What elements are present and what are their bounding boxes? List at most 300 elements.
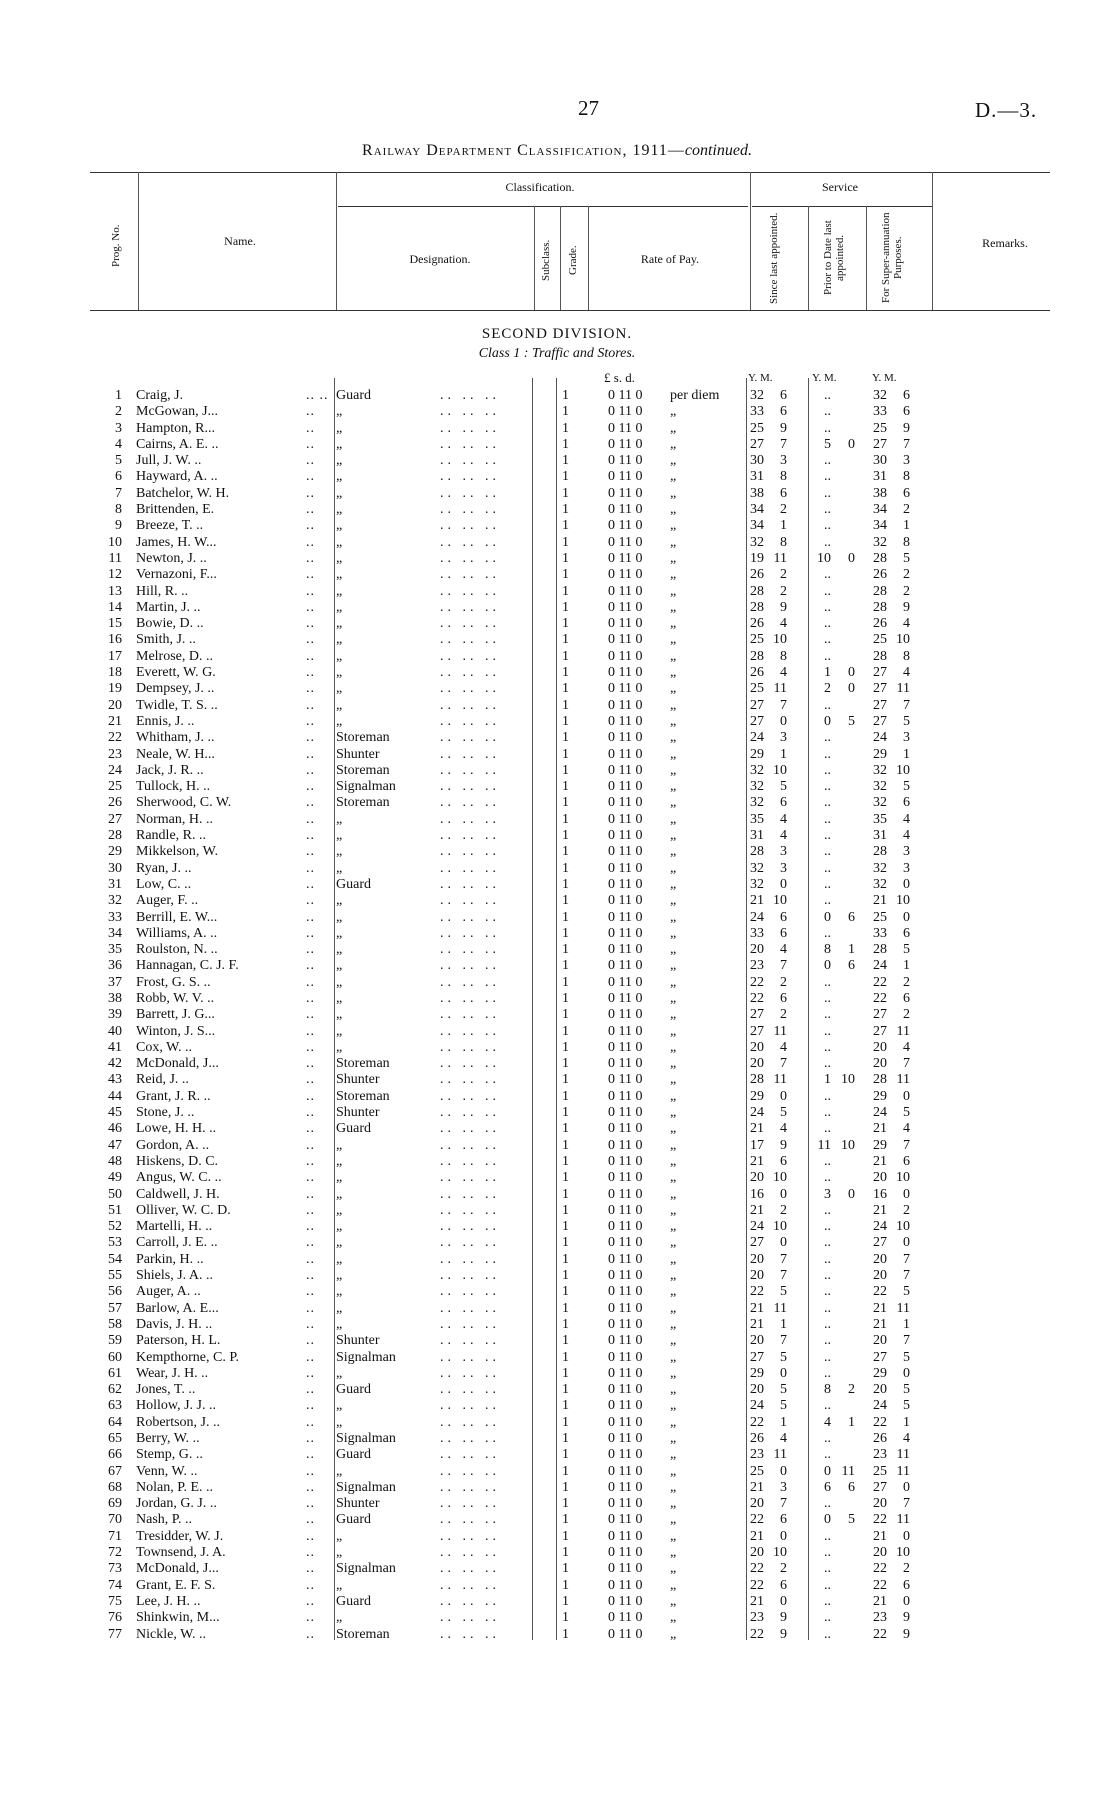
cell-designation: „ bbox=[336, 1023, 343, 1039]
cell-prog-no: 23 bbox=[108, 746, 122, 762]
cell-grade: 1 bbox=[562, 1284, 569, 1300]
cell-prior-years: .. bbox=[824, 1219, 831, 1235]
cell-since-months: 9 bbox=[780, 420, 787, 436]
cell-name-leader: .. bbox=[306, 1056, 315, 1072]
cell-designation: „ bbox=[336, 942, 343, 958]
cell-grade: 1 bbox=[562, 1072, 569, 1088]
cell-name-leader: .. bbox=[306, 1365, 315, 1381]
header-subclass: Subclass. bbox=[540, 239, 552, 281]
cell-rate-unit: „ bbox=[670, 1072, 677, 1088]
cell-name: Norman, H. .. bbox=[136, 811, 213, 827]
cell-rate-unit: „ bbox=[670, 1561, 677, 1577]
cell-name: Reid, J. .. bbox=[136, 1072, 189, 1088]
cell-prior-years: 10 bbox=[817, 550, 831, 566]
cell-name: Ennis, J. .. bbox=[136, 713, 195, 729]
cell-super-years: 34 bbox=[873, 518, 887, 534]
cell-prior-years: .. bbox=[824, 632, 831, 648]
cell-rate-unit: „ bbox=[670, 453, 677, 469]
table-row bbox=[0, 1594, 1114, 1610]
cell-super-years: 21 bbox=[873, 1528, 887, 1544]
cell-designation-leader: .. .. .. bbox=[440, 893, 500, 909]
table-row bbox=[0, 1072, 1114, 1088]
cell-name: Martelli, H. .. bbox=[136, 1219, 213, 1235]
title-suffix: continued. bbox=[684, 142, 752, 159]
cell-name-leader: .. bbox=[306, 860, 315, 876]
cell-rate-unit: „ bbox=[670, 648, 677, 664]
cell-rate-unit: „ bbox=[670, 990, 677, 1006]
cell-prog-no: 73 bbox=[108, 1561, 122, 1577]
cell-prior-years: .. bbox=[824, 876, 831, 892]
cell-since-years: 24 bbox=[750, 1398, 764, 1414]
cell-super-months: 8 bbox=[903, 648, 910, 664]
cell-prog-no: 68 bbox=[108, 1479, 122, 1495]
cell-since-months: 9 bbox=[780, 1610, 787, 1626]
cell-super-months: 0 bbox=[903, 1365, 910, 1381]
cell-super-years: 27 bbox=[873, 1007, 887, 1023]
cell-super-years: 27 bbox=[873, 681, 887, 697]
cell-name-leader: .. bbox=[306, 1512, 315, 1528]
service-rule bbox=[752, 206, 932, 207]
cell-name: Hayward, A. .. bbox=[136, 469, 218, 485]
table-row bbox=[0, 1203, 1114, 1219]
cell-prog-no: 26 bbox=[108, 795, 122, 811]
cell-designation: „ bbox=[336, 1153, 343, 1169]
cell-designation-leader: .. .. .. bbox=[440, 1268, 500, 1284]
cell-grade: 1 bbox=[562, 1398, 569, 1414]
cell-rate-unit: „ bbox=[670, 1186, 677, 1202]
cell-prior-years: .. bbox=[824, 746, 831, 762]
cell-since-months: 7 bbox=[780, 697, 787, 713]
cell-designation: Guard bbox=[336, 1382, 371, 1398]
cell-prior-years: 6 bbox=[824, 1479, 831, 1495]
cell-since-months: 4 bbox=[780, 811, 787, 827]
cell-since-months: 5 bbox=[780, 1398, 787, 1414]
cell-grade: 1 bbox=[562, 1023, 569, 1039]
cell-since-years: 21 bbox=[750, 1153, 764, 1169]
col-divider bbox=[138, 172, 139, 310]
cell-prior-years: .. bbox=[824, 485, 831, 501]
cell-super-months: 11 bbox=[896, 1463, 910, 1479]
cell-super-years: 21 bbox=[873, 1121, 887, 1137]
cell-super-years: 22 bbox=[873, 990, 887, 1006]
cell-since-years: 34 bbox=[750, 502, 764, 518]
cell-name-leader: .. bbox=[306, 1268, 315, 1284]
cell-rate: 0 11 0 bbox=[608, 811, 643, 827]
cell-name-leader: .. bbox=[306, 1170, 315, 1186]
cell-name: Cox, W. .. bbox=[136, 1039, 193, 1055]
cell-rate-unit: „ bbox=[670, 681, 677, 697]
cell-rate: 0 11 0 bbox=[608, 1284, 643, 1300]
table-row bbox=[0, 1610, 1114, 1626]
cell-designation-leader: .. .. .. bbox=[440, 1202, 500, 1218]
cell-grade: 1 bbox=[562, 1170, 569, 1186]
cell-name: Shinkwin, M... bbox=[136, 1610, 220, 1626]
cell-rate: 0 11 0 bbox=[608, 860, 643, 876]
cell-grade: 1 bbox=[562, 518, 569, 534]
cell-grade: 1 bbox=[562, 404, 569, 420]
cell-name: Lee, J. H. .. bbox=[136, 1593, 201, 1609]
cell-name-leader: .. bbox=[306, 1023, 315, 1039]
cell-super-years: 28 bbox=[873, 844, 887, 860]
table-row bbox=[0, 844, 1114, 860]
cell-name: Grant, J. R. .. bbox=[136, 1088, 211, 1104]
cell-since-years: 26 bbox=[750, 665, 764, 681]
cell-since-years: 21 bbox=[750, 1479, 764, 1495]
cell-designation: Storeman bbox=[336, 730, 390, 746]
cell-designation: Storeman bbox=[336, 1088, 390, 1104]
header-superannuation: For Super-annuation Purposes. bbox=[880, 212, 904, 304]
cell-grade: 1 bbox=[562, 1088, 569, 1104]
cell-designation: Storeman bbox=[336, 762, 390, 778]
cell-name-leader: .. bbox=[306, 1039, 315, 1055]
cell-name-leader: .. bbox=[306, 1479, 315, 1495]
cell-rate-unit: „ bbox=[670, 632, 677, 648]
cell-super-months: 9 bbox=[903, 1626, 910, 1642]
cell-designation: „ bbox=[336, 469, 343, 485]
cell-super-months: 6 bbox=[903, 990, 910, 1006]
cell-designation: Shunter bbox=[336, 1333, 380, 1349]
cell-name-leader: .. bbox=[306, 1431, 315, 1446]
cell-since-years: 24 bbox=[750, 1105, 764, 1121]
cell-name: Hiskens, D. C. bbox=[136, 1153, 219, 1169]
table-row bbox=[0, 975, 1114, 991]
cell-prior-years: 8 bbox=[824, 942, 831, 958]
cell-super-months: 11 bbox=[896, 1072, 910, 1088]
cell-super-years: 16 bbox=[873, 1186, 887, 1202]
cell-prog-no: 38 bbox=[108, 990, 122, 1006]
cell-name: Berry, W. .. bbox=[136, 1431, 200, 1446]
cell-designation-leader: .. .. .. bbox=[440, 779, 500, 795]
cell-prior-years: 0 bbox=[824, 1512, 831, 1528]
cell-rate: 0 11 0 bbox=[608, 1365, 643, 1381]
cell-prior-years: .. bbox=[824, 1316, 831, 1332]
cell-grade: 1 bbox=[562, 1577, 569, 1593]
cell-name-leader: .. bbox=[306, 1447, 315, 1463]
cell-name: Everett, W. G. bbox=[136, 665, 216, 681]
cell-designation-leader: .. .. .. bbox=[440, 469, 500, 485]
cell-since-months: 2 bbox=[780, 583, 787, 599]
cell-since-years: 20 bbox=[750, 942, 764, 958]
cell-prior-years: .. bbox=[824, 795, 831, 811]
cell-super-months: 2 bbox=[903, 583, 910, 599]
cell-prog-no: 50 bbox=[108, 1186, 122, 1202]
cell-rate: 0 11 0 bbox=[608, 1463, 643, 1479]
table-row bbox=[0, 1627, 1114, 1643]
cell-prog-no: 76 bbox=[108, 1610, 122, 1626]
cell-grade: 1 bbox=[562, 697, 569, 713]
cell-super-months: 5 bbox=[903, 1382, 910, 1398]
cell-name-leader: .. bbox=[306, 1105, 315, 1121]
cell-prior-years: 4 bbox=[824, 1414, 831, 1430]
cell-designation: „ bbox=[336, 599, 343, 615]
cell-designation-leader: .. .. .. bbox=[440, 925, 500, 941]
cell-super-months: 10 bbox=[896, 632, 910, 648]
cell-name: Jones, T. .. bbox=[136, 1382, 196, 1398]
cell-rate: 0 11 0 bbox=[608, 730, 643, 746]
cell-super-years: 27 bbox=[873, 436, 887, 452]
cell-designation: „ bbox=[336, 1251, 343, 1267]
cell-rate: 0 11 0 bbox=[608, 1349, 643, 1365]
cell-super-years: 26 bbox=[873, 567, 887, 583]
cell-rate: 0 11 0 bbox=[608, 388, 643, 403]
cell-rate-unit: „ bbox=[670, 746, 677, 762]
cell-designation-leader: .. .. .. bbox=[440, 1496, 500, 1512]
table-row bbox=[0, 991, 1114, 1007]
cell-rate-unit: „ bbox=[670, 1235, 677, 1251]
cell-rate: 0 11 0 bbox=[608, 681, 643, 697]
cell-rate-unit: „ bbox=[670, 616, 677, 632]
cell-rate-unit: „ bbox=[670, 1626, 677, 1642]
cell-name: Batchelor, W. H. bbox=[136, 485, 230, 501]
cell-since-years: 29 bbox=[750, 1088, 764, 1104]
col-divider bbox=[808, 206, 809, 310]
cell-name: Winton, J. S... bbox=[136, 1023, 216, 1039]
cell-prog-no: 19 bbox=[108, 681, 122, 697]
cell-grade: 1 bbox=[562, 1300, 569, 1316]
cell-prior-years: .. bbox=[824, 404, 831, 420]
table-row bbox=[0, 910, 1114, 926]
cell-prog-no: 71 bbox=[108, 1528, 122, 1544]
cell-since-months: 6 bbox=[780, 1153, 787, 1169]
cell-designation-leader: .. .. .. bbox=[440, 1153, 500, 1169]
cell-designation: „ bbox=[336, 1284, 343, 1300]
cell-prior-years: .. bbox=[824, 1235, 831, 1251]
cell-super-months: 0 bbox=[903, 1528, 910, 1544]
cell-prior-years: .. bbox=[824, 469, 831, 485]
cell-super-years: 33 bbox=[873, 925, 887, 941]
cell-designation-leader: .. .. .. bbox=[440, 730, 500, 746]
cell-super-years: 27 bbox=[873, 1235, 887, 1251]
cell-prior-years: .. bbox=[824, 1365, 831, 1381]
cell-rate: 0 11 0 bbox=[608, 1235, 643, 1251]
cell-since-months: 2 bbox=[780, 1007, 787, 1023]
cell-name-leader: .. bbox=[306, 665, 315, 681]
cell-name: Mikkelson, W. bbox=[136, 844, 219, 860]
cell-super-years: 20 bbox=[873, 1545, 887, 1561]
cell-since-months: 11 bbox=[773, 1072, 787, 1088]
cell-name-leader: .. bbox=[306, 583, 315, 599]
cell-name-leader: .. bbox=[306, 1333, 315, 1349]
cell-name: Jordan, G. J. .. bbox=[136, 1496, 217, 1512]
cell-rate: 0 11 0 bbox=[608, 1447, 643, 1463]
cell-since-months: 2 bbox=[780, 502, 787, 518]
cell-designation: „ bbox=[336, 1577, 343, 1593]
cell-prog-no: 63 bbox=[108, 1398, 122, 1414]
table-row bbox=[0, 926, 1114, 942]
cell-name: Jull, J. W. .. bbox=[136, 453, 202, 469]
cell-grade: 1 bbox=[562, 1202, 569, 1218]
cell-super-years: 21 bbox=[873, 893, 887, 909]
cell-prog-no: 67 bbox=[108, 1463, 122, 1479]
cell-rate-unit: „ bbox=[670, 1512, 677, 1528]
table-row bbox=[0, 1284, 1114, 1300]
cell-name: Randle, R. .. bbox=[136, 828, 206, 844]
cell-rate-unit: „ bbox=[670, 436, 677, 452]
cell-prior-years: 0 bbox=[824, 713, 831, 729]
cell-grade: 1 bbox=[562, 567, 569, 583]
cell-super-years: 25 bbox=[873, 1463, 887, 1479]
cell-prog-no: 43 bbox=[108, 1072, 122, 1088]
cell-name-leader: .. bbox=[306, 1251, 315, 1267]
cell-rate: 0 11 0 bbox=[608, 1300, 643, 1316]
cell-since-years: 34 bbox=[750, 518, 764, 534]
cell-rate-unit: „ bbox=[670, 534, 677, 550]
cell-prior-years: .. bbox=[824, 1447, 831, 1463]
cell-rate: 0 11 0 bbox=[608, 762, 643, 778]
cell-designation-leader: .. .. .. bbox=[440, 762, 500, 778]
cell-since-years: 21 bbox=[750, 1316, 764, 1332]
cell-super-months: 4 bbox=[903, 1039, 910, 1055]
cell-super-years: 27 bbox=[873, 1479, 887, 1495]
cell-designation: Signalman bbox=[336, 1561, 396, 1577]
cell-name-leader: .. bbox=[306, 990, 315, 1006]
cell-rate-unit: „ bbox=[670, 1545, 677, 1561]
cell-rate: 0 11 0 bbox=[608, 502, 643, 518]
cell-name: Robertson, J. .. bbox=[136, 1414, 220, 1430]
cell-designation-leader: .. .. .. bbox=[440, 942, 500, 958]
cell-super-months: 1 bbox=[903, 1414, 910, 1430]
cell-rate: 0 11 0 bbox=[608, 665, 643, 681]
cell-name: Cairns, A. E. .. bbox=[136, 436, 219, 452]
cell-name-leader: .. bbox=[306, 730, 315, 746]
cell-name: Bowie, D. .. bbox=[136, 616, 204, 632]
cell-prior-months: 0 bbox=[848, 1186, 855, 1202]
cell-designation-leader: .. .. .. bbox=[440, 632, 500, 648]
table-row bbox=[0, 893, 1114, 909]
cell-name: Grant, E. F. S. bbox=[136, 1577, 216, 1593]
cell-since-months: 6 bbox=[780, 925, 787, 941]
cell-prog-no: 70 bbox=[108, 1512, 122, 1528]
table-row bbox=[0, 1578, 1114, 1594]
cell-designation-leader: .. .. .. bbox=[440, 1039, 500, 1055]
table-row bbox=[0, 1496, 1114, 1512]
table-row bbox=[0, 877, 1114, 893]
cell-rate-unit: per diem bbox=[670, 388, 720, 403]
cell-rate: 0 11 0 bbox=[608, 1072, 643, 1088]
cell-name-leader: .. bbox=[306, 893, 315, 909]
cell-name: Twidle, T. S. .. bbox=[136, 697, 218, 713]
cell-super-months: 3 bbox=[903, 844, 910, 860]
cell-super-years: 20 bbox=[873, 1039, 887, 1055]
cell-rate: 0 11 0 bbox=[608, 1121, 643, 1137]
cell-rate: 0 11 0 bbox=[608, 453, 643, 469]
cell-grade: 1 bbox=[562, 1528, 569, 1544]
cell-prior-years: .. bbox=[824, 502, 831, 518]
cell-super-months: 1 bbox=[903, 518, 910, 534]
cell-designation: „ bbox=[336, 436, 343, 452]
cell-grade: 1 bbox=[562, 632, 569, 648]
table-row bbox=[0, 1040, 1114, 1056]
cell-prog-no: 51 bbox=[108, 1202, 122, 1218]
cell-grade: 1 bbox=[562, 1105, 569, 1121]
cell-grade: 1 bbox=[562, 1186, 569, 1202]
cell-super-years: 22 bbox=[873, 1414, 887, 1430]
cell-since-months: 3 bbox=[780, 453, 787, 469]
cell-since-months: 11 bbox=[773, 1023, 787, 1039]
cell-name: Williams, A. .. bbox=[136, 925, 218, 941]
cell-name-leader: .. bbox=[306, 811, 315, 827]
table-row bbox=[0, 1415, 1114, 1431]
cell-since-years: 23 bbox=[750, 1447, 764, 1463]
cell-grade: 1 bbox=[562, 1235, 569, 1251]
cell-since-months: 5 bbox=[780, 1284, 787, 1300]
cell-name-leader: .. bbox=[306, 404, 315, 420]
cell-grade: 1 bbox=[562, 1316, 569, 1332]
cell-prog-no: 54 bbox=[108, 1251, 122, 1267]
table-row bbox=[0, 812, 1114, 828]
cell-designation-leader: .. .. .. bbox=[440, 1365, 500, 1381]
cell-super-months: 7 bbox=[903, 436, 910, 452]
cell-since-months: 6 bbox=[780, 795, 787, 811]
cell-grade: 1 bbox=[562, 1219, 569, 1235]
cell-grade: 1 bbox=[562, 925, 569, 941]
cell-super-months: 7 bbox=[903, 1056, 910, 1072]
cell-rate-unit: „ bbox=[670, 1398, 677, 1414]
cell-prog-no: 25 bbox=[108, 779, 122, 795]
cell-since-years: 19 bbox=[750, 550, 764, 566]
cell-prog-no: 62 bbox=[108, 1382, 122, 1398]
table-row bbox=[0, 567, 1114, 583]
cell-designation-leader: .. .. .. bbox=[440, 958, 500, 974]
cell-designation: Shunter bbox=[336, 746, 380, 762]
cell-name-leader: .. bbox=[306, 1137, 315, 1153]
cell-rate: 0 11 0 bbox=[608, 420, 643, 436]
cell-prior-years: 0 bbox=[824, 958, 831, 974]
cell-designation: Storeman bbox=[336, 795, 390, 811]
cell-designation-leader: .. .. .. bbox=[440, 681, 500, 697]
cell-super-months: 5 bbox=[903, 779, 910, 795]
table-row bbox=[0, 1529, 1114, 1545]
cell-super-years: 32 bbox=[873, 860, 887, 876]
col-divider bbox=[866, 206, 867, 310]
cell-since-years: 22 bbox=[750, 1626, 764, 1642]
cell-designation: „ bbox=[336, 958, 343, 974]
cell-super-months: 9 bbox=[903, 599, 910, 615]
table-row bbox=[0, 551, 1114, 567]
cell-since-years: 20 bbox=[750, 1382, 764, 1398]
cell-name: Frost, G. S. .. bbox=[136, 974, 211, 990]
cell-name: Parkin, H. .. bbox=[136, 1251, 204, 1267]
cell-since-years: 21 bbox=[750, 1593, 764, 1609]
cell-rate-unit: „ bbox=[670, 909, 677, 925]
cell-prior-years: .. bbox=[824, 1626, 831, 1642]
cell-prog-no: 46 bbox=[108, 1121, 122, 1137]
cell-designation-leader: .. .. .. bbox=[440, 1447, 500, 1463]
cell-since-years: 24 bbox=[750, 1219, 764, 1235]
cell-rate: 0 11 0 bbox=[608, 828, 643, 844]
cell-prior-years: .. bbox=[824, 860, 831, 876]
cell-rate-unit: „ bbox=[670, 485, 677, 501]
cell-since-years: 26 bbox=[750, 616, 764, 632]
cell-since-years: 20 bbox=[750, 1170, 764, 1186]
cell-name-leader: .. bbox=[306, 436, 315, 452]
cell-since-years: 32 bbox=[750, 860, 764, 876]
cell-prior-years: .. bbox=[824, 1007, 831, 1023]
cell-prog-no: 44 bbox=[108, 1088, 122, 1104]
cell-prog-no: 9 bbox=[115, 518, 122, 534]
cell-grade: 1 bbox=[562, 420, 569, 436]
cell-designation: „ bbox=[336, 1316, 343, 1332]
table-row bbox=[0, 437, 1114, 453]
cell-since-months: 0 bbox=[780, 1365, 787, 1381]
cell-designation: Storeman bbox=[336, 1056, 390, 1072]
cell-super-years: 29 bbox=[873, 1137, 887, 1153]
cell-since-months: 6 bbox=[780, 990, 787, 1006]
cell-name-leader: .. .. bbox=[306, 388, 329, 403]
cell-super-months: 4 bbox=[903, 1431, 910, 1446]
cell-since-years: 28 bbox=[750, 583, 764, 599]
cell-name-leader: .. bbox=[306, 1316, 315, 1332]
